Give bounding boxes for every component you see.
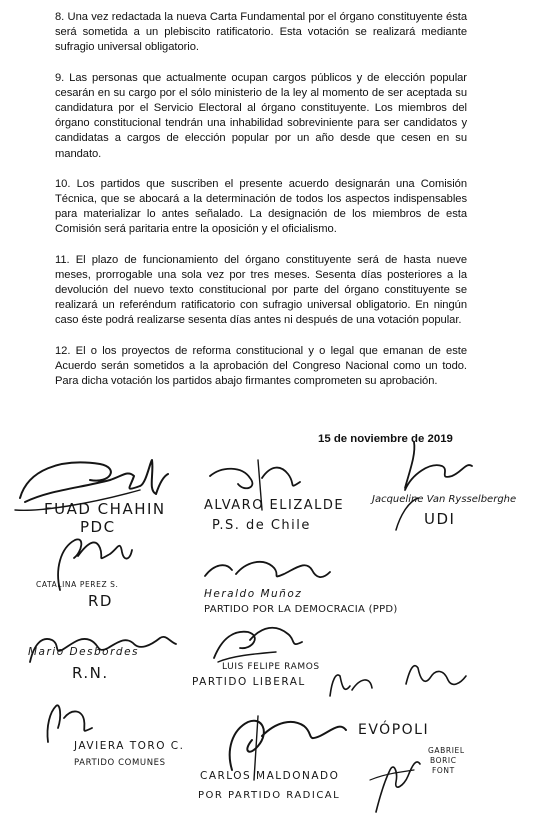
alvaro-elizalde-name: ALVARO ELIZALDE [204, 498, 345, 513]
gabriel-boric-line1: GABRIEL [428, 746, 465, 755]
heraldo-munoz-party: PARTIDO POR LA DEMOCRACIA (PPD) [204, 604, 398, 615]
signing-date: 15 de noviembre de 2019 [318, 433, 453, 445]
clause-10: 10. Los partidos que suscriben el presente acuerdo designarán una Comisión Técnica, que se abocará a la determinación de todos los aspectos indispensables para materializar lo antes señalado. La designación de los miembros de esta Comisión será paritaria entre la oposición y el oficialismo. [55, 177, 467, 236]
clause-12: 12. El o los proyectos de reforma constitucional y o legal que emanan de este Acuerdo serán sometidos a la aprobación del Congreso Nacional como un todo. Para dicha votación los partidos abajo firmantes comprometen su aprobación. [55, 344, 467, 388]
signature-javiera-toro [47, 705, 92, 742]
javiera-toro-party: PARTIDO COMUNES [74, 758, 166, 768]
signature-hernan-larrain [330, 666, 466, 696]
carlos-maldonado-name: CARLOS MALDONADO [200, 770, 340, 782]
gabriel-boric-line3: FONT [432, 766, 455, 775]
signature-heraldo-munoz [205, 562, 330, 577]
javiera-toro-name: JAVIERA TORO C. [74, 740, 185, 752]
clause-9: 9. Las personas que actualmente ocupan cargos públicos y de elección popular cesarán en su cargo por el sólo ministerio de la ley al momento de ser aceptada su candidatura por el Servicio Electoral al órgano constituyente. Los miembros del órgano constitucional tendrán una inhabilidad sobreviniente para ser candidatos y candidatas a cargos de elección popular por un año desde que cesen en su mandato. [55, 71, 467, 160]
catalina-perez-party: RD [88, 592, 113, 610]
evopoli-label: EVÓPOLI [358, 722, 430, 738]
alvaro-elizalde-party: P.S. de Chile [212, 518, 311, 533]
fuad-chahin-party: PDC [80, 518, 116, 536]
carlos-maldonado-party: POR PARTIDO RADICAL [198, 790, 341, 801]
clause-11: 11. El plazo de funcionamiento del órgano constituyente será de hasta nueve meses, prorrogable una sola vez por tres meses. Sesenta días posteriores a la devolución del nuevo texto constitucional por parte del órgano constituyente se realizará un referéndum ratificatorio con sufragio universal obligatorio. En ningún caso éste podrá realizarse sesenta días antes ni después de una votación popular. [55, 253, 467, 327]
jacqueline-vr-name: Jacqueline Van Rysselberghe [372, 494, 517, 505]
clause-8: 8. Una vez redactada la nueva Carta Fundamental por el órgano constituyente ésta será sometida a un plebiscito ratificatorio. Esta votación se realizará mediante sufragio universal obligatorio. [55, 11, 467, 54]
mario-desbordes-name: Mario Desbordes [28, 646, 140, 658]
luis-felipe-ramos-party: PARTIDO LIBERAL [192, 676, 306, 688]
fuad-chahin-name: FUAD CHAHIN [44, 500, 166, 518]
agreement-clauses [55, 10, 467, 404]
signature-gabriel-boric [370, 762, 420, 812]
jacqueline-vr-party: UDI [424, 510, 456, 528]
luis-felipe-ramos-name: LUIS FELIPE RAMOS [222, 662, 320, 672]
heraldo-munoz-name: Heraldo Muñoz [204, 588, 303, 600]
signature-luis-felipe-ramos [214, 628, 302, 662]
mario-desbordes-party: R.N. [72, 664, 109, 682]
gabriel-boric-line2: BORIC [430, 756, 457, 765]
catalina-perez-name: CATALINA PEREZ S. [36, 580, 119, 589]
